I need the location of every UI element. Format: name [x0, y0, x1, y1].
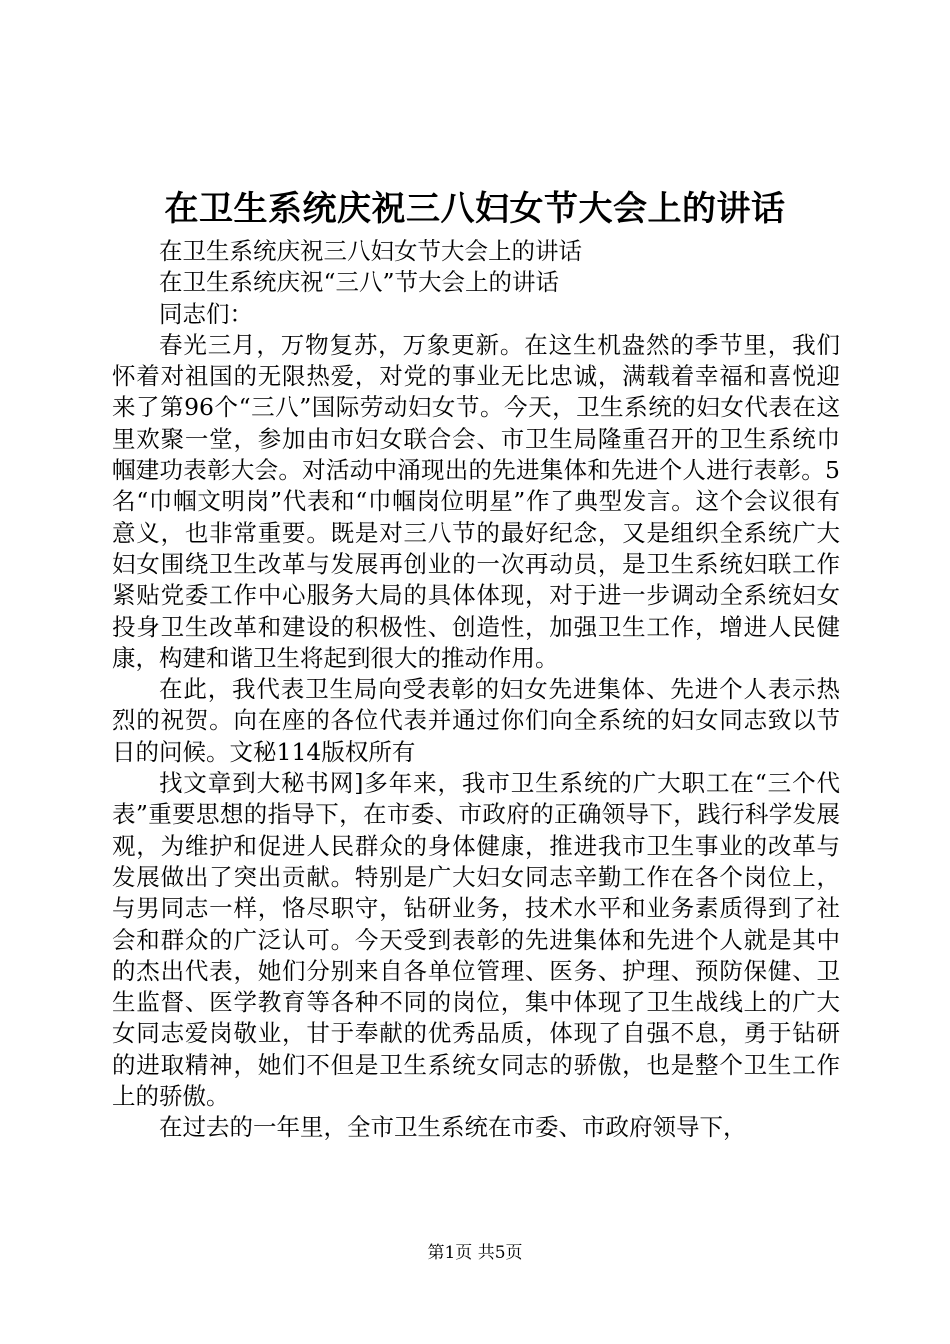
paragraph-subtitle-1: 在卫生系统庆祝三八妇女节大会上的讲话 — [159, 237, 582, 265]
paragraph: 找文章到大秘书网]多年来，我市卫生系统的广大职工在“三个代表”重要思想的指导下，在市委、市政府的正确领导下，践行科学发展观，为维护和促进人民群众的身体健康，推进我市卫生事业的改革与发展做出了突出贡献。特别是广大妇女同志辛勤工作在各个岗位上，与男同志一样，恪尽职守，钻研业务，技术水平和业务素质得到了社会和群众的广泛认可。今天受到表彰的先进集体和先进个人就是其中的杰出代表，她们分别来自各单位管理、医务、护理、预防保健、卫生监督、医学教育等各种不同的岗位，集中体现了卫生战线上的广大女同志爱岗敬业，甘于奉献的优秀品质，体现了自强不息，勇于钻研的进取精神，她们不但是卫生系统女同志的骄傲，也是整个卫生工作上的骄傲。 — [112, 769, 840, 1111]
paragraph: 在此，我代表卫生局向受表彰的妇女先进集体、先进个人表示热烈的祝贺。向在座的各位代表并通过你们向全系统的妇女同志致以节日的问候。文秘114版权所有 — [112, 675, 840, 766]
document-body — [112, 236, 840, 1144]
paragraph-salutation: 同志们： — [159, 299, 253, 328]
paragraph: 春光三月，万物复苏，万象更新。在这生机盎然的季节里，我们怀着对祖国的无限热爱，对党的事业无比忠诚，满载着幸福和喜悦迎来了第96个“三八”国际劳动妇女节。今天，卫生系统的妇女代表在这里欢聚一堂，参加由市妇女联合会、市卫生局隆重召开的卫生系统巾帼建功表彰大会。对活动中涌现出的先进集体和先进个人进行表彰。5名“巾帼文明岗”代表和“巾帼岗位明星”作了典型发言。这个会议很有意义，也非常重要。既是对三八节的最好纪念，又是组织全系统广大妇女围绕卫生改革与发展再创业的一次再动员，是卫生系统妇联工作紧贴党委工作中心服务大局的具体体现，对于进一步调动全系统妇女投身卫生改革和建设的积极性、创造性，加强卫生工作，增进人民健康，构建和谐卫生将起到很大的推动作用。 — [112, 330, 840, 672]
document-title: 在卫生系统庆祝三八妇女节大会上的讲话 — [164, 189, 786, 229]
page-footer: 第1页 共5页 — [427, 1243, 523, 1263]
paragraph: 在过去的一年里，全市卫生系统在市委、市政府领导下， — [159, 1113, 747, 1142]
paragraph-subtitle-2: 在卫生系统庆祝“三八”节大会上的讲话 — [159, 268, 560, 297]
